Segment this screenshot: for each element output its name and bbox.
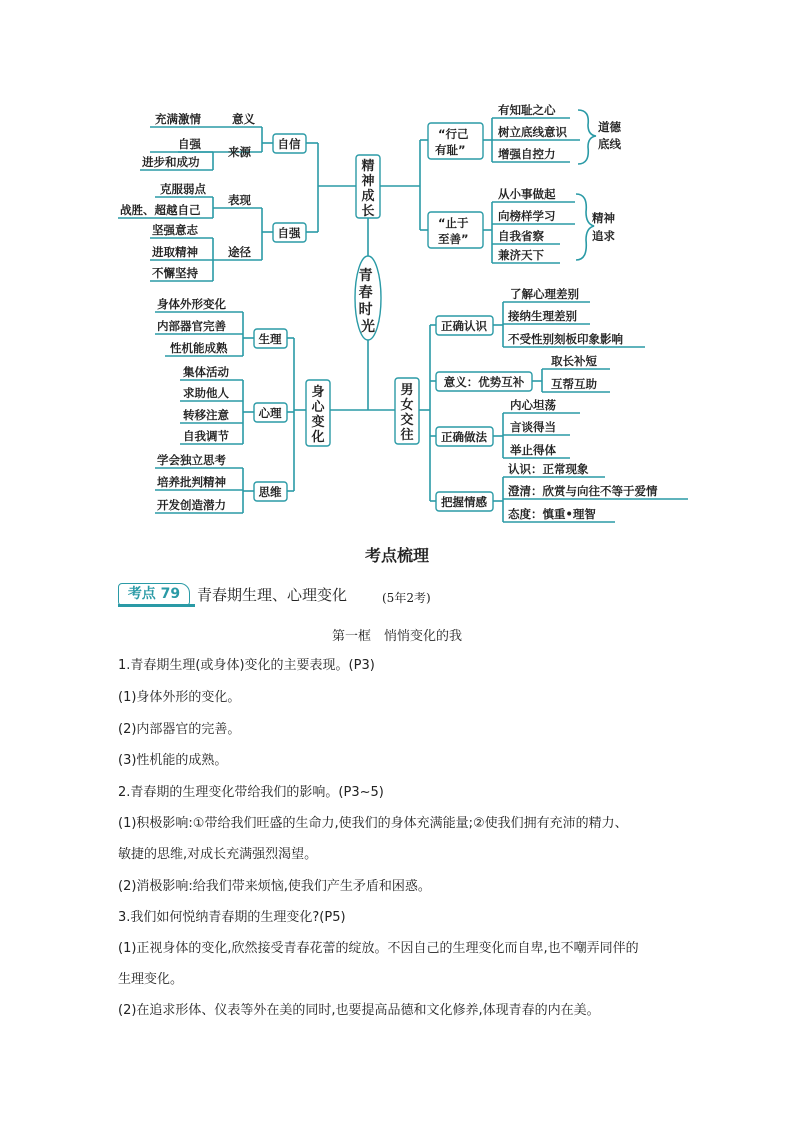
- para-11: 生理变化。: [118, 972, 184, 987]
- strength-perf-1: 克服弱点: [160, 182, 206, 196]
- strength-path-1: 坚强意志: [152, 223, 198, 237]
- section-title: 考点梳理: [364, 546, 429, 565]
- zhiyu-brace-1: 精神: [592, 211, 615, 225]
- physio-label: 生理: [258, 332, 282, 346]
- para-5: 2.青春期的生理变化带给我们的影响。(P3~5): [118, 785, 384, 800]
- think-item-1: 学会独立思考: [157, 453, 226, 467]
- confidence-meaning: 充满激情: [155, 112, 201, 126]
- xingji-brace-1: 道德: [598, 120, 621, 134]
- meaning-item-1: 取长补短: [551, 354, 597, 368]
- para-1: 1.青春期生理(或身体)变化的主要表现。(P3): [118, 658, 375, 673]
- zhiyu-brace-2: 追求: [592, 229, 615, 243]
- para-12: (2)在追求形体、仪表等外在美的同时,也要提高品德和文化修养,体现青春的内在美。: [118, 1003, 600, 1018]
- grasp-item-2: 澄清：欣赏与向往不等于爱情: [508, 484, 658, 498]
- b2-label: 身心变化: [311, 385, 325, 445]
- think-label: 思维: [258, 485, 282, 499]
- para-3: (2)内部器官的完善。: [118, 722, 241, 737]
- physio-item-2: 内部器官完善: [157, 319, 226, 333]
- psych-item-3: 转移注意: [183, 408, 229, 422]
- zhiyu-line1: “止于: [438, 216, 469, 230]
- think-item-3: 开发创造潜力: [157, 498, 226, 512]
- psych-item-2: 求助他人: [183, 386, 229, 400]
- zhiyu-item-3: 自我省察: [498, 229, 544, 243]
- para-9: 3.我们如何悦纳青春期的生理变化?(P5): [118, 910, 346, 925]
- self-confidence-label: 自信: [277, 137, 301, 151]
- xingji-item-3: 增强自控力: [498, 147, 556, 161]
- para-4: (3)性机能的成熟。: [118, 753, 228, 768]
- strength-perf-2: 战胜、超越自己: [120, 203, 201, 217]
- xingji-item-1: 有知耻之心: [498, 103, 556, 117]
- xingji-line2: 有耻”: [435, 143, 466, 157]
- badge-underline: [118, 604, 195, 607]
- mind-map: [0, 0, 794, 530]
- para-2: (1)身体外形的变化。: [118, 690, 241, 705]
- xingji-brace-2: 底线: [598, 137, 621, 151]
- correct-label: 正确认识: [441, 319, 487, 333]
- b1-label: 精神成长: [361, 159, 375, 219]
- method-item-2: 言谈得当: [510, 420, 556, 434]
- strength-perf-label: 表现: [228, 193, 251, 207]
- correct-item-1: 了解心理差别: [510, 287, 579, 301]
- psych-item-4: 自我调节: [183, 429, 229, 443]
- meaning-label: 意义：优势互补: [443, 375, 525, 389]
- exam-point-topic: 青春期生理、心理变化: [197, 586, 348, 604]
- correct-item-2: 接纳生理差别: [508, 309, 577, 323]
- zhiyu-line2: 至善”: [438, 232, 469, 246]
- strength-path-3: 不懈坚持: [152, 266, 198, 280]
- para-6: (1)积极影响:①带给我们旺盛的生命力,使我们的身体充满能量;②使我们拥有充沛的精力、: [118, 816, 628, 831]
- center-title: 青 春 时 光: [358, 268, 375, 335]
- confidence-meaning-label: 意义: [232, 112, 255, 126]
- psych-item-1: 集体活动: [183, 365, 229, 379]
- grasp-item-1: 认识：正常现象: [508, 462, 589, 476]
- confidence-source-label: 来源: [228, 145, 251, 159]
- strength-path-2: 进取精神: [152, 245, 198, 259]
- physio-item-3: 性机能成熟: [170, 341, 228, 355]
- center-char-1: 青: [358, 268, 373, 284]
- confidence-source-1: 自强: [178, 137, 201, 151]
- method-item-1: 内心坦荡: [510, 398, 556, 412]
- method-label: 正确做法: [441, 430, 487, 444]
- meaning-item-2: 互帮互助: [551, 377, 597, 391]
- para-7: 敏捷的思维,对成长充满强烈渴望。: [118, 847, 318, 862]
- xingji-line1: “行己: [438, 127, 469, 141]
- grasp-item-3: 态度：慎重•理智: [508, 507, 596, 521]
- lesson-subtitle: 第一框 悄悄变化的我: [331, 629, 462, 644]
- physio-item-1: 身体外形变化: [157, 297, 226, 311]
- psych-label: 心理: [258, 406, 282, 420]
- xingji-item-2: 树立底线意识: [498, 125, 567, 139]
- self-strength-label: 自强: [277, 226, 301, 240]
- correct-item-3: 不受性别刻板印象影响: [508, 332, 623, 346]
- b3-label: 男女交往: [400, 383, 414, 443]
- exam-point-badge: 考点 79: [118, 583, 190, 606]
- para-8: (2)消极影响:给我们带来烦恼,使我们产生矛盾和困惑。: [118, 879, 431, 894]
- method-item-3: 举止得体: [510, 443, 556, 457]
- para-10: (1)正视身体的变化,欣然接受青春花蕾的绽放。不因自己的生理变化而自卑,也不嘲弄同伴的: [118, 941, 639, 956]
- grasp-label: 把握情感: [441, 495, 487, 509]
- think-item-2: 培养批判精神: [157, 475, 226, 489]
- zhiyu-item-4: 兼济天下: [498, 248, 544, 262]
- strength-path-label: 途径: [228, 245, 251, 259]
- confidence-source-2: 进步和成功: [142, 155, 200, 169]
- zhiyu-item-1: 从小事做起: [498, 187, 556, 201]
- exam-point-count: (5年2考): [382, 591, 431, 605]
- zhiyu-item-2: 向榜样学习: [498, 209, 556, 223]
